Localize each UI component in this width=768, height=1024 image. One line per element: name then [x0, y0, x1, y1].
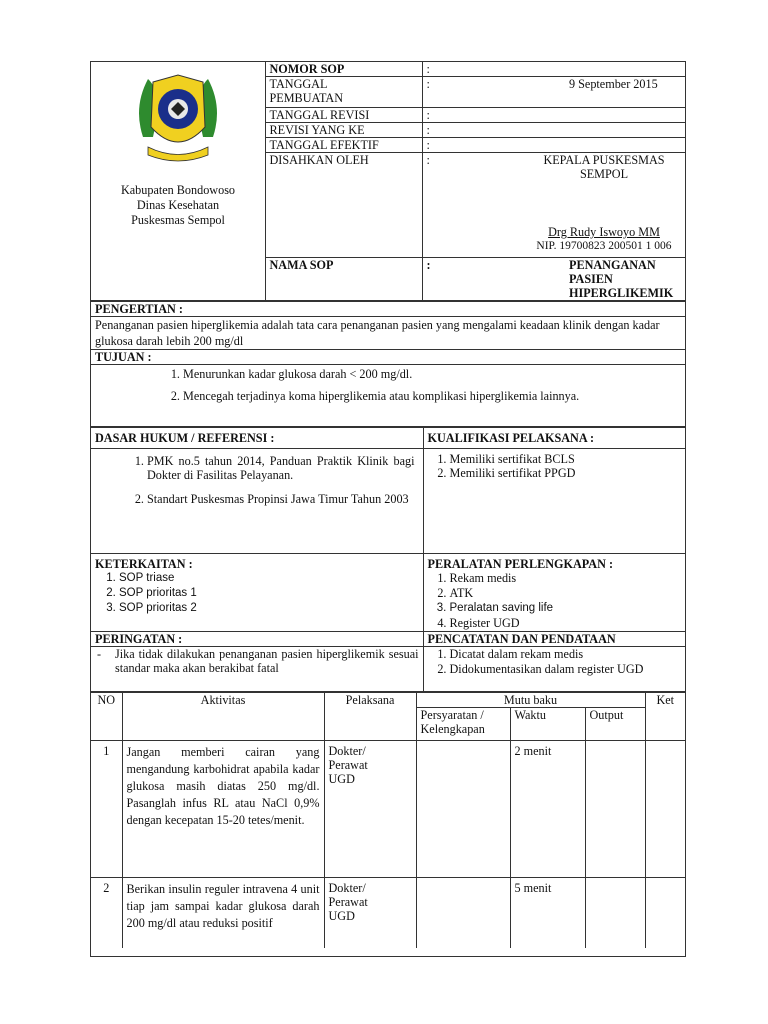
header-logo-cell — [91, 62, 265, 301]
org-name-kabupaten: Kabupaten Bondowoso — [120, 183, 236, 197]
tanggal-revisi-value — [503, 108, 685, 123]
tujuan-list-cell — [91, 365, 685, 427]
kualifikasi-item: 1. Memiliki sertifikat BCLS — [450, 452, 682, 466]
nomor-sop-label: NOMOR SOP — [265, 62, 422, 77]
pengertian-tujuan-table — [91, 301, 685, 427]
col-header-ket: Ket — [645, 693, 685, 741]
revisi-ke-value — [503, 123, 685, 138]
peringatan-cell — [91, 647, 423, 692]
pencatatan-label: PENCATATAN DAN PENDATAAN — [423, 632, 685, 647]
col-header-aktivitas: Aktivitas — [122, 693, 324, 741]
pelaksana-line: Perawat — [328, 895, 368, 909]
row-pelaksana — [324, 741, 416, 878]
org-name-puskesmas: Puskesmas Sempol — [131, 213, 225, 227]
peralatan-label: PERALATAN PERLENGKAPAN : — [427, 557, 614, 571]
header-table — [91, 62, 685, 301]
keterkaitan-item: 1. SOP triase — [119, 571, 419, 586]
keterkaitan-cell — [91, 554, 423, 632]
kualifikasi-label: KUALIFIKASI PELAKSANA : — [423, 428, 685, 449]
kepala-title-line1: KEPALA PUSKESMAS — [543, 153, 665, 167]
col-header-persyaratan: Persyaratan / Kelengkapan — [416, 708, 510, 741]
col-header-mutu: Mutu baku — [416, 693, 645, 708]
sop-document — [90, 61, 686, 957]
pelaksana-line: Perawat — [328, 758, 368, 772]
pelaksana-line: Dokter/ — [328, 744, 366, 758]
row-output — [585, 741, 645, 878]
dasar-hukum-label: DASAR HUKUM / REFERENSI : — [91, 428, 423, 449]
row-aktivitas: Berikan insulin reguler intravena 4 unit tiap jam sampai kadar glukosa darah 200 mg/dl atau reduksi positif — [122, 878, 324, 948]
col-header-no: NO — [91, 693, 122, 741]
tanggal-pembuatan-colon: : — [422, 77, 503, 108]
pengertian-label: PENGERTIAN : — [91, 302, 685, 317]
nomor-sop-colon: : — [422, 62, 503, 77]
peringatan-text: Jika tidak dilakukan penanganan pasien hiperglikemik sesuai standar maka akan berakibat fatal — [115, 647, 419, 675]
keterkaitan-label: KETERKAITAN : — [95, 557, 193, 571]
keterkaitan-item: 2. SOP prioritas 1 — [119, 586, 419, 601]
pencatatan-item: 2. Didokumentasikan dalam register UGD — [450, 662, 682, 677]
kualifikasi-item: 2. Memiliki sertifikat PPGD — [450, 466, 682, 480]
nama-sop-line2: HIPERGLIKEMIK — [569, 286, 674, 300]
col-header-pelaksana: Pelaksana — [324, 693, 416, 741]
col-header-waktu: Waktu — [510, 708, 585, 741]
row-persyaratan — [416, 741, 510, 878]
tanggal-revisi-colon: : — [422, 108, 503, 123]
pencatatan-item: 1. Dicatat dalam rekam medis — [450, 647, 682, 662]
nomor-sop-value — [503, 62, 685, 77]
row-ket — [645, 741, 685, 878]
peringatan-label: PERINGATAN : — [91, 632, 423, 647]
pencatatan-list-cell — [423, 647, 685, 692]
row-no: 2 — [91, 878, 122, 948]
peralatan-item: 3. Peralatan saving life — [450, 601, 682, 616]
org-name-dinas: Dinas Kesehatan — [136, 198, 220, 212]
peralatan-cell — [423, 554, 685, 632]
peralatan-item: 2. ATK — [450, 586, 682, 601]
pelaksana-line: Dokter/ — [328, 881, 366, 895]
tanggal-label-line2: PEMBUATAN — [269, 91, 344, 105]
revisi-ke-label: REVISI YANG KE — [265, 123, 422, 138]
tanggal-label-line1: TANGGAL — [269, 77, 328, 91]
peralatan-item: 1. Rekam medis — [450, 571, 682, 586]
disahkan-label: DISAHKAN OLEH — [265, 153, 422, 258]
tujuan-item: 1. Menurunkan kadar glukosa darah < 200 mg/dl. — [183, 367, 681, 381]
row-persyaratan — [416, 878, 510, 948]
table-row — [91, 741, 685, 878]
signatory-name: Drg Rudy Iswoyo MM — [548, 225, 660, 239]
row-aktivitas: Jangan memberi cairan yang mengandung karbohidrat apabila kadar glukosa masih diatas 250 mg/dl. Pasanglah infus RL atau NaCl 0,9% dengan kecepatan 15-20 tetes/menit. — [122, 741, 324, 878]
dasar-hukum-item: 2. Standart Puskesmas Propinsi Jawa Timur Tahun 2003 — [147, 492, 415, 506]
keterkaitan-item: 3. SOP prioritas 2 — [119, 601, 419, 616]
tanggal-efektif-colon: : — [422, 138, 503, 153]
tanggal-efektif-value — [503, 138, 685, 153]
nama-sop-colon: : — [422, 258, 503, 301]
peralatan-item: 4. Register UGD — [450, 616, 682, 631]
tanggal-efektif-label: TANGGAL EFEKTIF — [265, 138, 422, 153]
nama-sop-line1: PENANGANAN PASIEN — [569, 258, 656, 286]
two-column-table — [91, 427, 685, 692]
kabupaten-logo — [123, 67, 233, 167]
nama-sop-label: NAMA SOP — [265, 258, 422, 301]
table-row — [91, 878, 685, 948]
tujuan-item: 2. Mencegah terjadinya koma hiperglikemia atau komplikasi hiperglikemia lainnya. — [183, 389, 681, 403]
disahkan-colon: : — [422, 153, 503, 258]
dasar-hukum-list-cell — [91, 449, 423, 554]
dasar-hukum-item: 1. PMK no.5 tahun 2014, Panduan Praktik Klinik bagi Dokter di Fasilitas Pelayanan. — [147, 454, 415, 482]
tanggal-pembuatan-value: 9 September 2015 — [503, 77, 685, 108]
disahkan-value — [503, 153, 685, 258]
peringatan-bullet: - — [97, 647, 102, 661]
revisi-ke-colon: : — [422, 123, 503, 138]
activity-table — [91, 692, 685, 948]
row-output — [585, 878, 645, 948]
pelaksana-line: UGD — [328, 909, 355, 923]
row-waktu: 5 menit — [510, 878, 585, 948]
pengertian-text: Penanganan pasien hiperglikemia adalah tata cara penanganan pasien yang mengalami keadaan klinik dengan kadar glukosa darah lebih 200 mg/dl — [91, 317, 685, 350]
kepala-title-line2: SEMPOL — [579, 167, 629, 181]
pelaksana-line: UGD — [328, 772, 355, 786]
tujuan-label: TUJUAN : — [91, 350, 685, 365]
row-no: 1 — [91, 741, 122, 878]
tanggal-pembuatan-label — [265, 77, 422, 108]
row-ket — [645, 878, 685, 948]
row-waktu: 2 menit — [510, 741, 585, 878]
nama-sop-value — [503, 258, 685, 301]
row-pelaksana — [324, 878, 416, 948]
kualifikasi-list-cell — [423, 449, 685, 554]
tanggal-revisi-label: TANGGAL REVISI — [265, 108, 422, 123]
signatory-nip: NIP. 19700823 200501 1 006 — [536, 240, 672, 252]
col-header-output: Output — [585, 708, 645, 741]
